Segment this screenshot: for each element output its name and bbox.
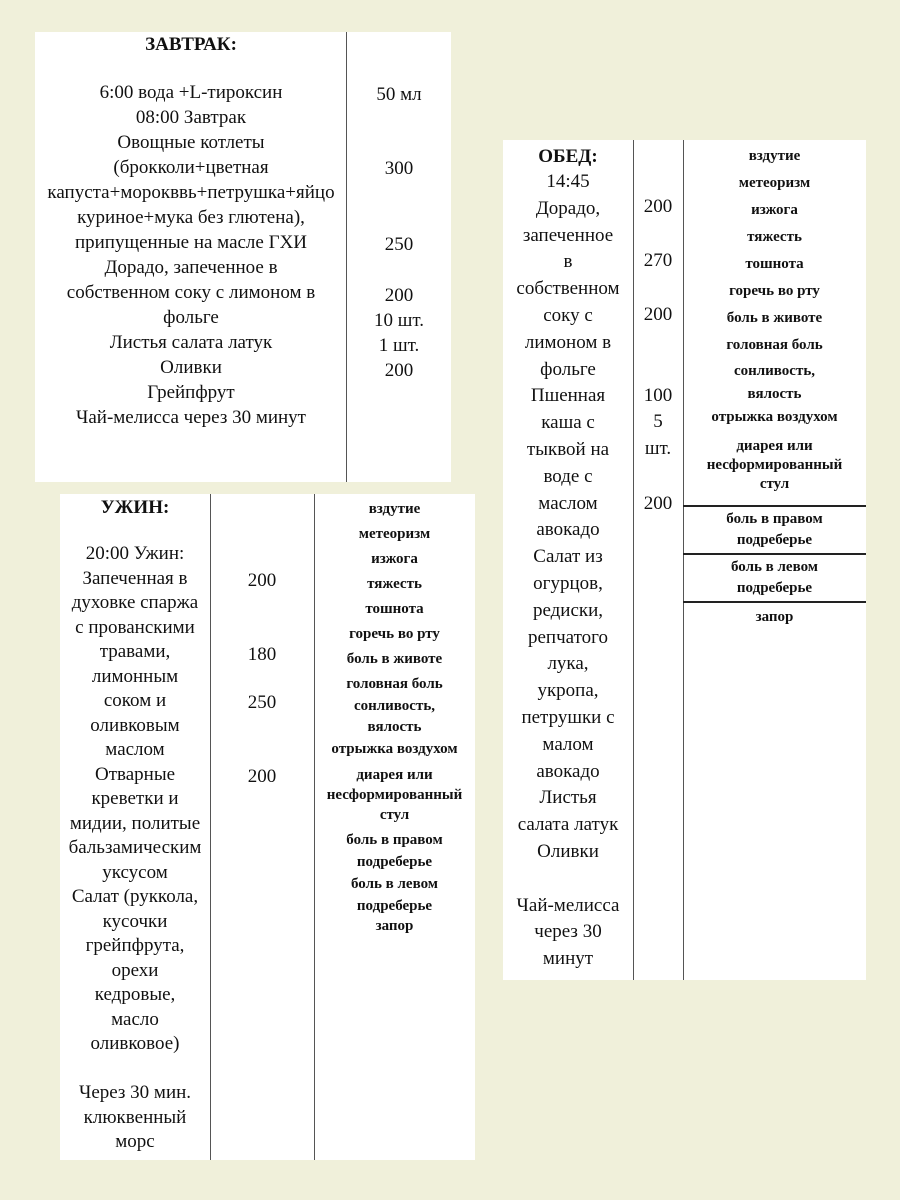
lunch-symptom: вздутие <box>748 148 801 164</box>
dinner-symptom: сонливость, вялость <box>353 698 436 735</box>
dinner-symptom: головная боль <box>346 676 443 692</box>
dinner-symptom: тяжесть <box>367 576 422 592</box>
lunch-amount-column <box>633 140 683 980</box>
dinner-symptom: боль в левом подреберье <box>350 876 439 914</box>
dinner-title: УЖИН: <box>100 497 170 518</box>
lunch-amount: 270 <box>643 250 673 271</box>
breakfast-amount: 1 шт. <box>378 335 420 356</box>
dinner-menu-column <box>60 494 210 1160</box>
dinner-symptom: отрыжка воздухом <box>331 741 458 757</box>
lunch-symptom: тяжесть <box>747 229 802 245</box>
breakfast-menu-text: 6:00 вода +L-тироксин 08:00 Завтрак Овощные котлеты (брокколи+цветная капуста+морокввь+петрушка+яйцо куриное+мука без глютена), припущенные на масле ГХИ Дорадо, запеченное в собственном соку с лимоном в фольге Листья салата латук Оливки Грейпфрут Чай-мелисса через 30 минут <box>47 82 335 428</box>
lunch-amount: 100 <box>643 385 673 406</box>
lunch-symptom: тошнота <box>745 256 804 272</box>
breakfast-amount-column <box>347 32 451 482</box>
lunch-amount: 5 <box>653 411 663 432</box>
lunch-symptom: запор <box>755 609 794 625</box>
lunch-symptom-column <box>683 140 866 980</box>
lunch-symptom: боль в животе <box>726 310 823 326</box>
breakfast-menu-column <box>35 32 347 482</box>
lunch-symptom: диарея или несформированный стул <box>683 437 866 507</box>
breakfast-amount: 10 шт. <box>373 310 424 331</box>
dinner-symptom: боль в животе <box>346 651 443 667</box>
lunch-card <box>503 140 866 980</box>
lunch-symptom: горечь во рту <box>729 283 820 299</box>
lunch-menu-column <box>503 140 633 980</box>
dinner-menu-text: 20:00 Ужин: Запеченная в духовке спаржа с прованскими травами, лимонным соком и оливковым маслом Отварные креветки и мидии, политые бальзамическим уксусом Салат (руккола, кусочки грейпфрута, орехи кедровые, масло оливковое) Через 30 мин. клюквенный морс <box>68 543 202 1152</box>
breakfast-title: ЗАВТРАК: <box>145 34 237 55</box>
dinner-amount: 200 <box>247 570 277 591</box>
lunch-title: ОБЕД: <box>538 146 598 167</box>
dinner-symptom: горечь во рту <box>349 626 440 642</box>
lunch-symptom: боль в левом подреберье <box>683 557 866 603</box>
dinner-amount: 180 <box>247 644 277 665</box>
dinner-symptom: боль в правом подреберье <box>346 832 443 870</box>
lunch-amount: шт. <box>644 438 672 459</box>
lunch-symptom: изжога <box>751 202 798 218</box>
breakfast-card <box>35 32 451 482</box>
breakfast-amount: 300 <box>384 158 414 179</box>
lunch-symptom: боль в правом подреберье <box>683 509 866 555</box>
dinner-symptom: метеоризм <box>358 526 431 542</box>
dinner-symptom: диарея или несформированный стул <box>326 767 463 823</box>
dinner-symptom-column <box>314 494 475 1160</box>
dinner-symptom: вздутие <box>368 501 421 517</box>
breakfast-amount: 50 мл <box>376 84 422 105</box>
lunch-amount: 200 <box>643 304 673 325</box>
breakfast-amount: 200 <box>384 360 414 381</box>
lunch-symptom: отрыжка воздухом <box>711 409 838 425</box>
dinner-amount: 200 <box>247 766 277 787</box>
dinner-amount-column <box>210 494 314 1160</box>
dinner-card <box>60 494 475 1160</box>
lunch-amount: 200 <box>643 493 673 514</box>
breakfast-amount: 250 <box>384 234 414 255</box>
lunch-amount: 200 <box>643 196 673 217</box>
lunch-symptom: метеоризм <box>738 175 811 191</box>
breakfast-amount: 200 <box>384 285 414 306</box>
dinner-symptom: запор <box>375 918 414 934</box>
lunch-menu-text: 14:45 Дорадо, запеченное в собственном соку с лимоном в фольге Пшенная каша с тыквой на воде с маслом авокадо Салат из огурцов, редиски, репчатого лука, укропа, петрушки с малом авокадо Листья салата латук Оливки Чай-мелисса через 30 минут <box>516 171 620 970</box>
lunch-symptom: сонливость, вялость <box>733 363 816 402</box>
dinner-symptom: тошнота <box>365 601 424 617</box>
lunch-symptom: головная боль <box>726 337 823 353</box>
dinner-amount: 250 <box>247 692 277 713</box>
dinner-symptom: изжога <box>371 551 418 567</box>
